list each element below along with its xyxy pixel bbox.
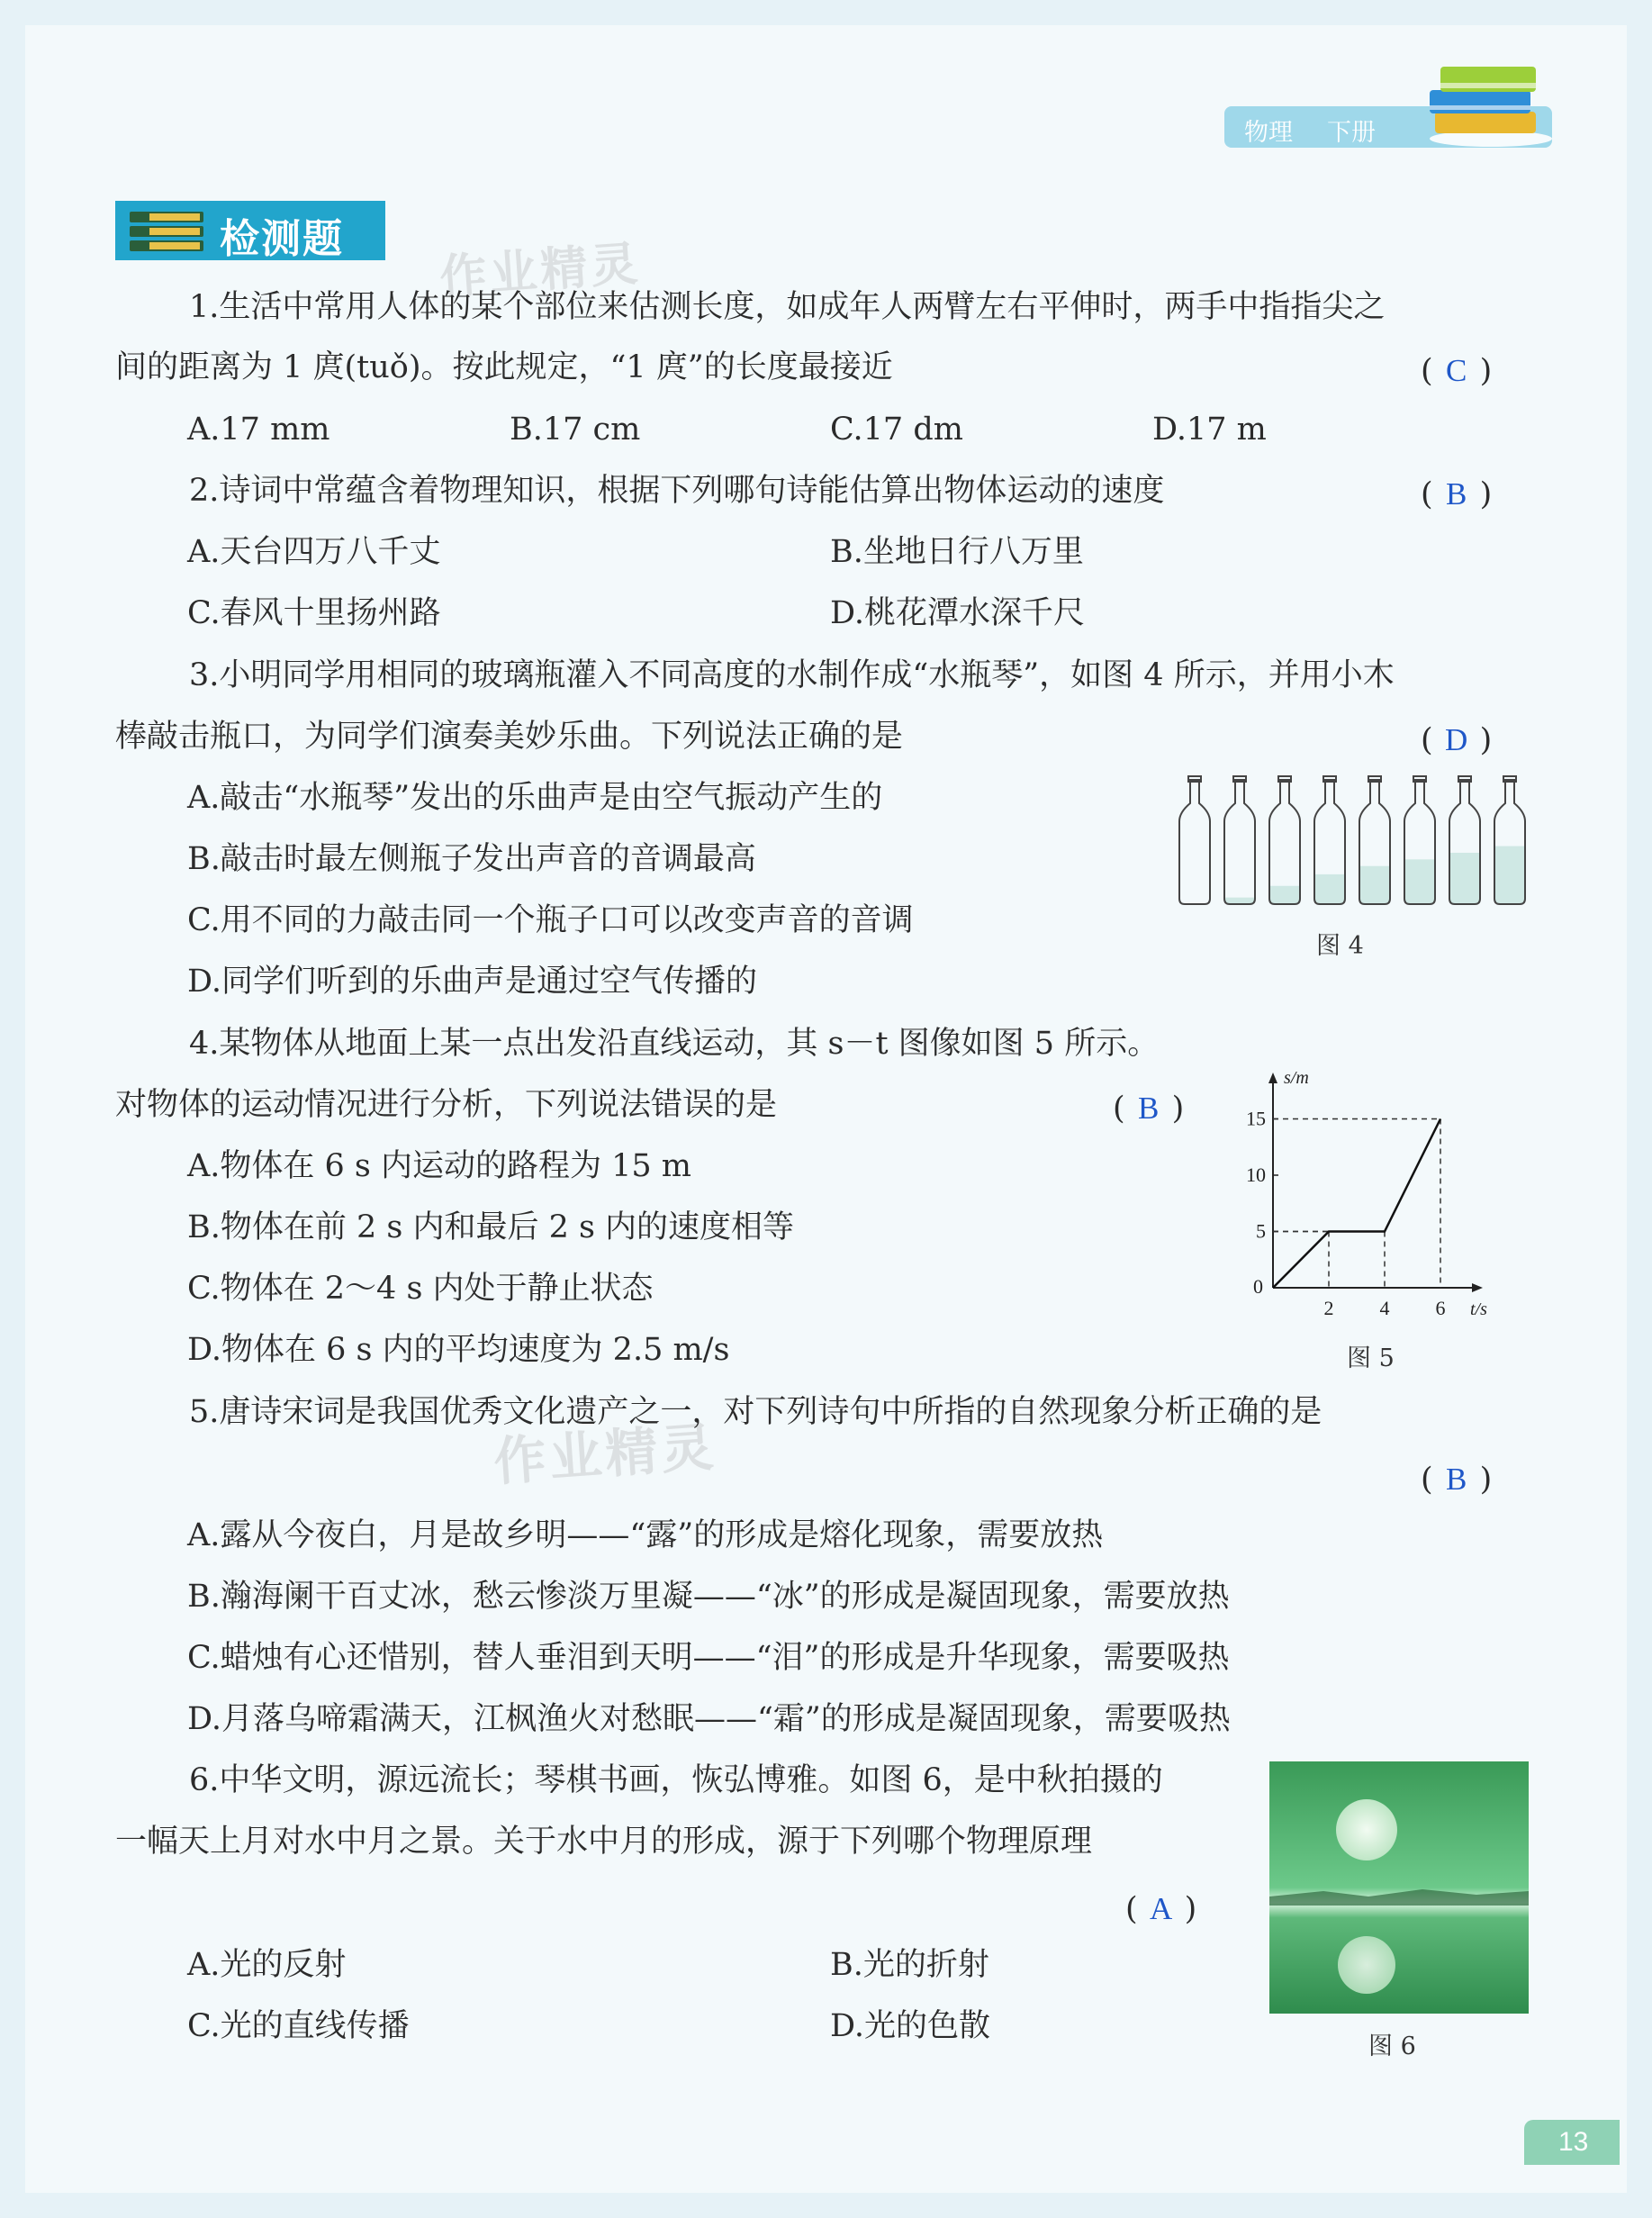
option: A.物体在 6 s 内运动的路程为 15 m bbox=[187, 1148, 691, 1184]
bottle-water bbox=[1315, 874, 1344, 903]
y-axis-arrow bbox=[1268, 1073, 1277, 1083]
x-axis-arrow bbox=[1472, 1283, 1483, 1292]
figure-5-caption: 图 5 bbox=[1347, 1344, 1395, 1372]
x-axis-label: t/s bbox=[1470, 1299, 1487, 1319]
section-title-text: 检测题 bbox=[220, 216, 344, 262]
water-bottle-figure bbox=[1170, 774, 1539, 910]
bottle-water bbox=[1495, 846, 1524, 903]
books-icon bbox=[1413, 56, 1557, 149]
answer-letter: A bbox=[1150, 1891, 1173, 1926]
option: A.光的反射 bbox=[187, 1947, 347, 1983]
section-title bbox=[115, 201, 385, 260]
question-6-text: 6.中华文明，源远流长；琴棋书画，恢弘博雅。如图 6，是中秋拍摄的 bbox=[189, 1762, 1163, 1798]
bottle-water bbox=[1225, 898, 1254, 903]
answer-1: ( C ) bbox=[1421, 353, 1493, 389]
page-number bbox=[1524, 2120, 1620, 2165]
bottle bbox=[1269, 780, 1300, 904]
option: D.桃花潭水深千尺 bbox=[830, 595, 1085, 631]
answer-5: ( B ) bbox=[1421, 1462, 1493, 1498]
y-tick-label: 15 bbox=[1246, 1107, 1266, 1130]
answer-2: ( B ) bbox=[1421, 476, 1493, 512]
moon-reflection-photo bbox=[1269, 1761, 1529, 2014]
option: C.春风十里扬州路 bbox=[187, 595, 441, 631]
option: D.同学们听到的乐曲声是通过空气传播的 bbox=[187, 964, 757, 1000]
figure-6-caption: 图 6 bbox=[1368, 2032, 1416, 2060]
option: C.蜡烛有心还惜别，替人垂泪到天明——“泪”的形成是升华现象，需要吸热 bbox=[187, 1640, 1230, 1676]
option: D.物体在 6 s 内的平均速度为 2.5 m/s bbox=[187, 1332, 730, 1368]
option: B.敲击时最左侧瓶子发出声音的音调最高 bbox=[187, 841, 756, 877]
bottle-water bbox=[1270, 886, 1299, 903]
option: D.月落乌啼霜满天，江枫渔火对愁眠——“霜”的形成是凝固现象，需要吸热 bbox=[187, 1701, 1231, 1737]
option: B.17 cm bbox=[510, 412, 641, 448]
s-t-chart bbox=[1233, 1027, 1530, 1324]
option: D.17 m bbox=[1152, 412, 1267, 448]
x-tick-label: 6 bbox=[1435, 1297, 1446, 1319]
option: A.敲击“水瓶琴”发出的乐曲声是由空气振动产生的 bbox=[187, 780, 883, 816]
question-6-text: 一幅天上月对水中月之景。关于水中月的形成，源于下列哪个物理原理 bbox=[115, 1824, 1093, 1860]
origin-label: 0 bbox=[1253, 1275, 1263, 1298]
volume-label: 下册 bbox=[1327, 119, 1376, 147]
answer-letter: B bbox=[1137, 1091, 1160, 1126]
question-4-text: 4.某物体从地面上某一点出发沿直线运动，其 s－t 图像如图 5 所示。 bbox=[189, 1026, 1160, 1062]
bottle bbox=[1224, 780, 1255, 904]
watermark: 作业精灵 bbox=[492, 1416, 719, 1493]
y-tick-label: 10 bbox=[1246, 1163, 1266, 1186]
figure-4-caption: 图 4 bbox=[1316, 932, 1364, 960]
question-2-text: 2.诗词中常蕴含着物理知识，根据下列哪句诗能估算出物体运动的速度 bbox=[189, 473, 1165, 509]
question-4-text: 对物体的运动情况进行分析，下列说法错误的是 bbox=[115, 1087, 778, 1123]
series-line bbox=[1273, 1119, 1440, 1289]
option: C.17 dm bbox=[830, 412, 963, 448]
answer-4: ( B ) bbox=[1113, 1091, 1185, 1127]
option: A.17 mm bbox=[187, 412, 330, 448]
subject-label: 物理 bbox=[1244, 119, 1293, 147]
question-1-text: 1.生活中常用人体的某个部位来估测长度，如成年人两臂左右平伸时，两手中指指尖之 bbox=[189, 289, 1386, 325]
x-tick-label: 2 bbox=[1323, 1297, 1334, 1319]
option: A.露从今夜白，月是故乡明——“露”的形成是熔化现象，需要放热 bbox=[187, 1517, 1104, 1553]
bottle-water bbox=[1450, 853, 1479, 903]
option: C.光的直线传播 bbox=[187, 2008, 410, 2044]
answer-6: ( A ) bbox=[1125, 1891, 1197, 1927]
option: B.瀚海阑干百丈冰，愁云惨淡万里凝——“冰”的形成是凝固现象，需要放热 bbox=[187, 1579, 1230, 1615]
answer-letter: B bbox=[1445, 476, 1467, 511]
question-5-text: 5.唐诗宋词是我国优秀文化遗产之一，对下列诗句中所指的自然现象分析正确的是 bbox=[189, 1394, 1323, 1430]
answer-letter: C bbox=[1445, 353, 1467, 388]
option: C.物体在 2～4 s 内处于静止状态 bbox=[187, 1271, 654, 1307]
bottle-water bbox=[1405, 859, 1434, 903]
option: B.坐地日行八万里 bbox=[830, 534, 1084, 570]
bottle bbox=[1179, 780, 1210, 904]
option: A.天台四万八千丈 bbox=[187, 534, 441, 570]
book-list-icon bbox=[128, 210, 205, 253]
option: D.光的色散 bbox=[830, 2008, 990, 2044]
question-3-text: 3.小明同学用相同的玻璃瓶灌入不同高度的水制作成“水瓶琴”，如图 4 所示，并用小木 bbox=[189, 657, 1395, 693]
x-tick-label: 4 bbox=[1379, 1297, 1390, 1319]
page-number-text: 13 bbox=[1558, 2127, 1589, 2157]
y-tick-label: 5 bbox=[1256, 1219, 1266, 1243]
option: B.物体在前 2 s 内和最后 2 s 内的速度相等 bbox=[187, 1209, 795, 1245]
bottle-water bbox=[1360, 866, 1389, 903]
answer-letter: D bbox=[1445, 722, 1468, 757]
watermark: 作业精灵 bbox=[438, 237, 644, 305]
question-1-text: 间的距离为 1 庹(tuǒ)。按此规定，“1 庹”的长度最接近 bbox=[115, 349, 893, 385]
answer-letter: B bbox=[1445, 1462, 1467, 1497]
question-3-text: 棒敲击瓶口，为同学们演奏美妙乐曲。下列说法正确的是 bbox=[115, 719, 904, 755]
option: C.用不同的力敲击同一个瓶子口可以改变声音的音调 bbox=[187, 902, 914, 938]
answer-3: ( D ) bbox=[1421, 722, 1493, 758]
y-axis-label: s/m bbox=[1284, 1068, 1309, 1088]
option: B.光的折射 bbox=[830, 1947, 989, 1983]
